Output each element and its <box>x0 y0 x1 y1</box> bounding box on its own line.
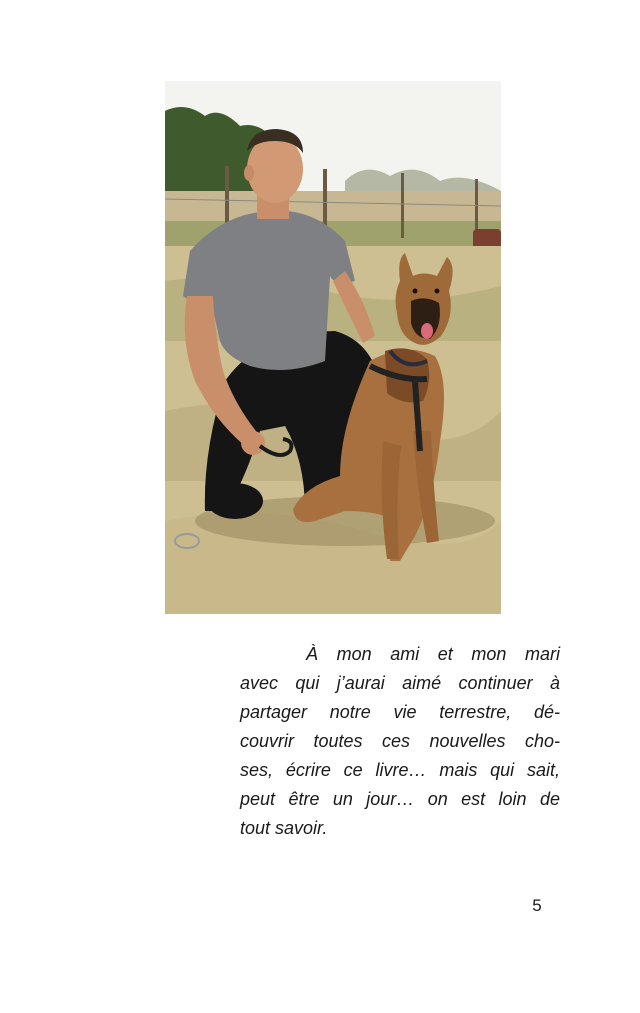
dedication-line: avec qui j’aurai aimé continuer à <box>240 673 560 693</box>
dedication-photo <box>165 81 501 614</box>
dedication-line: À mon ami et mon mari <box>306 644 560 664</box>
dedication-line: peut être un jour… on est loin de <box>240 789 560 809</box>
dedication-line: couvrir toutes ces nouvelles cho- <box>240 731 560 751</box>
page-number: 5 <box>532 896 542 915</box>
dedication-line: tout savoir. <box>240 818 328 838</box>
dedication-text <box>240 640 560 843</box>
dedication-line: ses, écrire ce livre… mais qui sait, <box>240 760 560 780</box>
dedication-line: partager notre vie terrestre, dé- <box>240 702 560 722</box>
man-kneeling-with-malinois-dog-icon <box>165 81 501 614</box>
